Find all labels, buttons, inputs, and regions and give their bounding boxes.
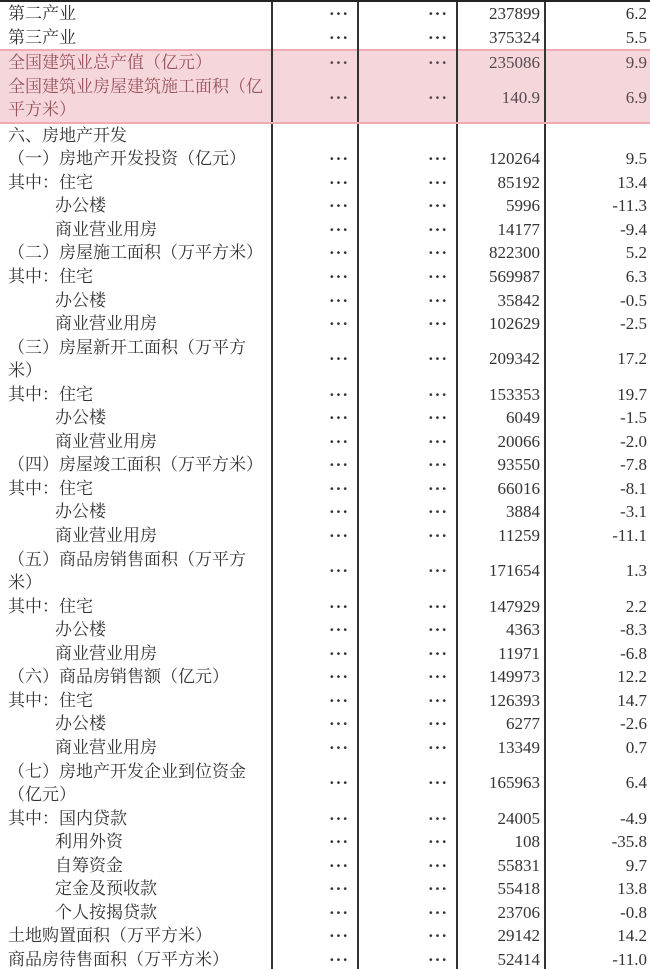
table-body	[0, 2, 650, 969]
ellipsis-cell: ···	[358, 336, 457, 383]
pct-cell: -1.5	[620, 408, 647, 428]
indicator-table	[0, 2, 650, 969]
table-row	[0, 712, 650, 736]
table-row	[0, 289, 650, 313]
ellipsis-cell: ···	[358, 241, 457, 265]
ellipsis-cell: ···	[358, 2, 457, 26]
value-cell: 35842	[457, 289, 545, 313]
ellipsis-cell: ···	[358, 477, 457, 501]
table-row	[0, 642, 650, 666]
table-row	[0, 830, 650, 854]
pct-cell: 6.9	[545, 75, 650, 123]
pct-cell: -11.1	[612, 526, 647, 546]
value-cell: 153353	[457, 383, 545, 407]
pct-cell: -2.0	[620, 431, 647, 451]
ellipsis-cell: ···	[358, 689, 457, 713]
ellipsis-cell: ···	[358, 26, 457, 51]
row-label: 其中：住宅	[0, 595, 272, 619]
pct-cell: -0.8	[620, 902, 647, 922]
table-row	[0, 760, 650, 807]
pct-cell: -9.4	[620, 219, 647, 239]
table-row	[0, 218, 650, 242]
ellipsis-cell: ···	[272, 901, 358, 925]
ellipsis-cell: ···	[358, 289, 457, 313]
ellipsis-cell: ···	[272, 524, 358, 548]
pct-cell: 14.2	[617, 926, 647, 946]
ellipsis-cell: ···	[272, 948, 358, 969]
ellipsis-cell: ···	[272, 736, 358, 760]
value-cell: 11259	[457, 524, 545, 548]
pct-cell: 17.2	[617, 349, 647, 369]
ellipsis-cell: ···	[272, 218, 358, 242]
value-cell: 147929	[457, 595, 545, 619]
pct-cell: -6.8	[620, 643, 647, 663]
ellipsis-cell: ···	[358, 830, 457, 854]
table-row	[0, 924, 650, 948]
ellipsis-cell: ···	[358, 500, 457, 524]
ellipsis-cell: ···	[272, 50, 358, 75]
value-cell: 13349	[457, 736, 545, 760]
table-row	[0, 75, 650, 123]
ellipsis-cell: ···	[272, 312, 358, 336]
table-row	[0, 171, 650, 195]
pct-cell: 9.5	[625, 149, 647, 169]
value-cell: 375324	[457, 26, 545, 51]
ellipsis-cell: ···	[358, 218, 457, 242]
ellipsis-cell: ···	[272, 75, 358, 123]
ellipsis-cell: ···	[358, 736, 457, 760]
ellipsis-cell: ···	[272, 877, 358, 901]
value-cell: 5996	[457, 194, 545, 218]
table-row	[0, 383, 650, 407]
value-cell: 4363	[457, 618, 545, 642]
table-row	[0, 736, 650, 760]
table-row	[0, 477, 650, 501]
value-cell: 149973	[457, 665, 545, 689]
pct-cell: 5.2	[625, 243, 647, 263]
row-label: 商业营业用房	[0, 430, 272, 454]
row-label: 商业营业用房	[0, 218, 272, 242]
ellipsis-cell: ···	[358, 712, 457, 736]
pct-cell: -8.1	[620, 478, 647, 498]
table-row	[0, 336, 650, 383]
ellipsis-cell: ···	[358, 50, 457, 75]
ellipsis-cell: ···	[358, 265, 457, 289]
row-label: （七）房地产开发企业到位资金（亿元）	[0, 760, 272, 807]
row-label: 商业营业用房	[0, 642, 272, 666]
ellipsis-cell: ···	[272, 595, 358, 619]
pct-cell: 13.4	[617, 172, 647, 192]
ellipsis-cell: ···	[272, 430, 358, 454]
value-cell: 6049	[457, 406, 545, 430]
table-row	[0, 901, 650, 925]
ellipsis-cell: ···	[358, 854, 457, 878]
row-label: 自筹资金	[0, 854, 272, 878]
value-cell: 14177	[457, 218, 545, 242]
value-cell: 165963	[457, 760, 545, 807]
pct-cell: 6.4	[625, 773, 647, 793]
value-cell: 209342	[457, 336, 545, 383]
ellipsis-cell: ···	[272, 289, 358, 313]
ellipsis-cell: ···	[272, 383, 358, 407]
table-row	[0, 548, 650, 595]
ellipsis-cell: ···	[358, 807, 457, 831]
ellipsis-cell: ···	[272, 241, 358, 265]
ellipsis-cell: ···	[272, 924, 358, 948]
value-cell: 93550	[457, 453, 545, 477]
value-cell: 6277	[457, 712, 545, 736]
value-cell: 55831	[457, 854, 545, 878]
row-label: 个人按揭贷款	[0, 901, 272, 925]
row-label: 利用外资	[0, 830, 272, 854]
pct-cell: 1.3	[625, 561, 647, 581]
empty-cell	[545, 123, 650, 148]
value-cell: 11971	[457, 642, 545, 666]
ellipsis-cell: ···	[272, 689, 358, 713]
table-row	[0, 2, 650, 26]
ellipsis-cell: ···	[358, 618, 457, 642]
value-cell: 24005	[457, 807, 545, 831]
value-cell: 23706	[457, 901, 545, 925]
pct-cell: -11.3	[612, 196, 647, 216]
table-row	[0, 595, 650, 619]
row-label: 商品房待售面积（万平方米）	[0, 948, 272, 969]
row-label: 第二产业	[0, 2, 272, 26]
pct-cell: 0.7	[625, 737, 647, 757]
pct-cell: -8.3	[620, 620, 647, 640]
ellipsis-cell: ···	[358, 312, 457, 336]
row-label: 土地购置面积（万平方米）	[0, 924, 272, 948]
pct-cell: 6.2	[625, 4, 647, 23]
value-cell: 822300	[457, 241, 545, 265]
ellipsis-cell: ···	[272, 854, 358, 878]
row-label: 定金及预收款	[0, 877, 272, 901]
ellipsis-cell: ···	[272, 500, 358, 524]
row-label: 办公楼	[0, 712, 272, 736]
row-label: 商业营业用房	[0, 524, 272, 548]
pct-cell: 9.9	[545, 50, 650, 75]
row-label: 其中：住宅	[0, 265, 272, 289]
ellipsis-cell: ···	[272, 830, 358, 854]
row-label: （三）房屋新开工面积（万平方米）	[0, 336, 272, 383]
table-row	[0, 689, 650, 713]
table-row	[0, 877, 650, 901]
row-label: 第三产业	[0, 26, 272, 51]
ellipsis-cell: ···	[358, 548, 457, 595]
ellipsis-cell: ···	[358, 194, 457, 218]
table-row	[0, 665, 650, 689]
ellipsis-cell: ···	[272, 453, 358, 477]
pct-cell: 13.8	[617, 879, 647, 899]
pct-cell: -3.1	[620, 502, 647, 522]
ellipsis-cell: ···	[272, 147, 358, 171]
value-cell: 140.9	[457, 75, 545, 123]
ellipsis-cell: ···	[272, 665, 358, 689]
ellipsis-cell: ···	[272, 336, 358, 383]
table-row	[0, 26, 650, 51]
row-label: （五）商品房销售面积（万平方米）	[0, 548, 272, 595]
value-cell: 52414	[457, 948, 545, 969]
ellipsis-cell: ···	[272, 171, 358, 195]
ellipsis-cell: ···	[272, 265, 358, 289]
table-row	[0, 123, 650, 148]
ellipsis-cell: ···	[272, 406, 358, 430]
value-cell: 126393	[457, 689, 545, 713]
pct-cell: -4.9	[620, 808, 647, 828]
pct-cell: 2.2	[625, 596, 647, 616]
table-row	[0, 500, 650, 524]
row-label: 六、房地产开发	[0, 123, 272, 148]
row-label: 商业营业用房	[0, 312, 272, 336]
ellipsis-cell: ···	[358, 665, 457, 689]
ellipsis-cell: ···	[358, 524, 457, 548]
ellipsis-cell: ···	[272, 477, 358, 501]
row-label: 办公楼	[0, 194, 272, 218]
table-row	[0, 430, 650, 454]
table-row	[0, 948, 650, 969]
ellipsis-cell: ···	[358, 924, 457, 948]
ellipsis-cell: ···	[272, 548, 358, 595]
pct-cell: 19.7	[617, 384, 647, 404]
pct-cell: 6.3	[625, 267, 647, 287]
table-row	[0, 147, 650, 171]
table-row	[0, 854, 650, 878]
ellipsis-cell: ···	[358, 642, 457, 666]
ellipsis-cell: ···	[358, 171, 457, 195]
ellipsis-cell: ···	[358, 760, 457, 807]
pct-cell: -11.0	[612, 949, 647, 969]
row-label: （六）商品房销售额（亿元）	[0, 665, 272, 689]
row-label: 其中：国内贷款	[0, 807, 272, 831]
ellipsis-cell: ···	[272, 760, 358, 807]
ellipsis-cell: ···	[272, 642, 358, 666]
value-cell: 3884	[457, 500, 545, 524]
row-label: 办公楼	[0, 618, 272, 642]
row-label: 全国建筑业总产值（亿元）	[0, 50, 272, 75]
row-label: （二）房屋施工面积（万平方米）	[0, 241, 272, 265]
ellipsis-cell: ···	[358, 430, 457, 454]
ellipsis-cell: ···	[358, 75, 457, 123]
value-cell: 85192	[457, 171, 545, 195]
ellipsis-cell: ···	[358, 406, 457, 430]
value-cell: 55418	[457, 877, 545, 901]
table-row	[0, 453, 650, 477]
table-row	[0, 312, 650, 336]
value-cell: 120264	[457, 147, 545, 171]
row-label: 办公楼	[0, 406, 272, 430]
ellipsis-cell: ···	[358, 595, 457, 619]
pct-cell: -35.8	[611, 832, 647, 852]
pct-cell: -0.5	[620, 290, 647, 310]
empty-cell	[358, 123, 457, 148]
table-row	[0, 265, 650, 289]
value-cell: 29142	[457, 924, 545, 948]
ellipsis-cell: ···	[358, 453, 457, 477]
table-row	[0, 50, 650, 75]
row-label: 商业营业用房	[0, 736, 272, 760]
value-cell: 569987	[457, 265, 545, 289]
value-cell: 66016	[457, 477, 545, 501]
pct-cell: 5.5	[625, 27, 647, 47]
ellipsis-cell: ···	[358, 948, 457, 969]
value-cell: 108	[457, 830, 545, 854]
table-row	[0, 194, 650, 218]
table-row	[0, 406, 650, 430]
ellipsis-cell: ···	[272, 712, 358, 736]
pct-cell: -7.8	[620, 455, 647, 475]
row-label: 其中：住宅	[0, 477, 272, 501]
ellipsis-cell: ···	[358, 147, 457, 171]
value-cell: 237899	[457, 2, 545, 26]
row-label: 办公楼	[0, 500, 272, 524]
value-cell: 102629	[457, 312, 545, 336]
ellipsis-cell: ···	[358, 877, 457, 901]
row-label: 办公楼	[0, 289, 272, 313]
pct-cell: -2.6	[620, 714, 647, 734]
ellipsis-cell: ···	[272, 26, 358, 51]
value-cell: 235086	[457, 50, 545, 75]
pct-cell: -2.5	[620, 314, 647, 334]
table-row	[0, 618, 650, 642]
ellipsis-cell: ···	[272, 2, 358, 26]
empty-cell	[457, 123, 545, 148]
ellipsis-cell: ···	[272, 618, 358, 642]
ellipsis-cell: ···	[272, 807, 358, 831]
row-label: （一）房地产开发投资（亿元）	[0, 147, 272, 171]
table-row	[0, 241, 650, 265]
row-label: 其中：住宅	[0, 171, 272, 195]
value-cell: 20066	[457, 430, 545, 454]
empty-cell	[272, 123, 358, 148]
table-row	[0, 807, 650, 831]
row-label: 其中：住宅	[0, 689, 272, 713]
ellipsis-cell: ···	[358, 383, 457, 407]
value-cell: 171654	[457, 548, 545, 595]
row-label: 全国建筑业房屋建筑施工面积（亿平方米）	[0, 75, 272, 123]
row-label: 其中：住宅	[0, 383, 272, 407]
pct-cell: 14.7	[617, 690, 647, 710]
ellipsis-cell: ···	[358, 901, 457, 925]
row-label: （四）房屋竣工面积（万平方米）	[0, 453, 272, 477]
pct-cell: 12.2	[617, 667, 647, 687]
ellipsis-cell: ···	[272, 194, 358, 218]
pct-cell: 9.7	[625, 855, 647, 875]
table-row	[0, 524, 650, 548]
